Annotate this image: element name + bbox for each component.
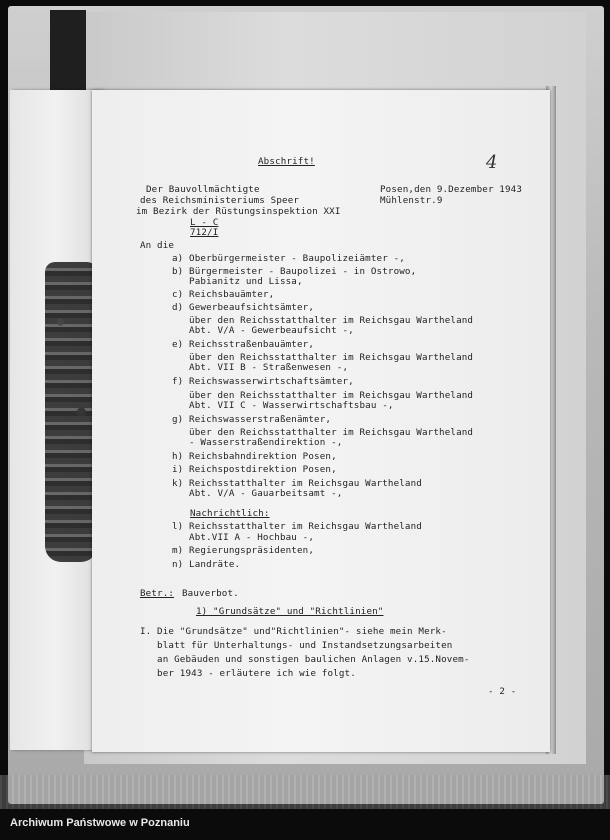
recipient-line: f) Reichswasserwirtschaftsämter, (172, 376, 354, 387)
subject-text: Bauverbot. (182, 588, 239, 599)
recipient-line: Pabianitz und Lissa, (172, 276, 303, 287)
reference-1: L - C (190, 217, 219, 228)
recipient-line: a) Oberbürgermeister - Baupolizeiämter -, (172, 253, 405, 264)
sender-line-3: im Bezirk der Rüstungsinspektion XXI (136, 206, 341, 217)
page-number-handwritten: 4 (486, 152, 498, 173)
binder-clip (50, 10, 86, 100)
cc-line: Abt.VII A - Hochbau -, (172, 532, 315, 543)
cc-line: m) Regierungspräsidenten, (172, 545, 315, 556)
recipient-line: b) Bürgermeister - Baupolizei - in Ostrowo, (172, 266, 417, 277)
recipient-line: über den Reichsstatthalter im Reichsgau Wartheland (172, 427, 474, 438)
recipient-line: c) Reichsbauämter, (172, 289, 275, 300)
cc-line: n) Landräte. (172, 559, 241, 570)
continuation-marker: - 2 - (488, 686, 517, 697)
cc-label: Nachrichtlich: (190, 508, 270, 519)
header-title: Abschrift! (258, 156, 315, 167)
recipient-line: Abt. VII C - Wasserwirtschaftsbau -, (172, 400, 394, 411)
body-line: ber 1943 - erläutere ich wie folgt. (140, 668, 356, 679)
recipient-line: über den Reichsstatthalter im Reichsgau Wartheland (172, 315, 474, 326)
street-line: Mühlenstr.9 (380, 195, 443, 206)
recipient-line: Abt. VII B - Straßenwesen -, (172, 362, 349, 373)
section-heading: 1) "Grundsätze" und "Richtlinien" (196, 606, 384, 617)
body-line: an Gebäuden und sonstigen baulichen Anlagen v.15.Novem- (140, 654, 470, 665)
recipient-line: i) Reichspostdirektion Posen, (172, 464, 337, 475)
recipient-line: h) Reichsbahndirektion Posen, (172, 451, 337, 462)
recipient-line: Abt. V/A - Gewerbeaufsicht -, (172, 325, 354, 336)
body-line: I. Die "Grundsätze" und"Richtlinien"- siehe mein Merk- (140, 626, 447, 637)
recipient-line: - Wasserstraßendirektion -, (172, 437, 343, 448)
recipient-line: über den Reichsstatthalter im Reichsgau Wartheland (172, 390, 474, 401)
recipient-line: d) Gewerbeaufsichtsämter, (172, 302, 315, 313)
reference-2: 712/I (190, 227, 219, 238)
recipient-line: g) Reichswasserstraßenämter, (172, 414, 332, 425)
recipient-line: über den Reichsstatthalter im Reichsgau Wartheland (172, 352, 474, 363)
wax-seal-string (45, 262, 97, 562)
recipient-line: e) Reichsstraßenbauämter, (172, 339, 315, 350)
sender-line-2: des Reichsministeriums Speer (140, 195, 300, 206)
film-strip-edge (0, 775, 610, 809)
cc-line: l) Reichsstatthalter im Reichsgau Wartheland (172, 521, 422, 532)
date-line: Posen,den 9.Dezember 1943 (380, 184, 523, 195)
subject-label: Betr.: (140, 588, 175, 599)
to-label: An die (140, 240, 175, 251)
recipient-line: Abt. V/A - Gauarbeitsamt -, (172, 488, 343, 499)
archive-credit: Archiwum Państwowe w Poznaniu (10, 817, 190, 829)
body-line: blatt für Unterhaltungs- und Instandsetzungsarbeiten (140, 640, 453, 651)
sender-line-1: Der Bauvollmächtigte (146, 184, 260, 195)
recipient-line: k) Reichsstatthalter im Reichsgau Wartheland (172, 478, 422, 489)
